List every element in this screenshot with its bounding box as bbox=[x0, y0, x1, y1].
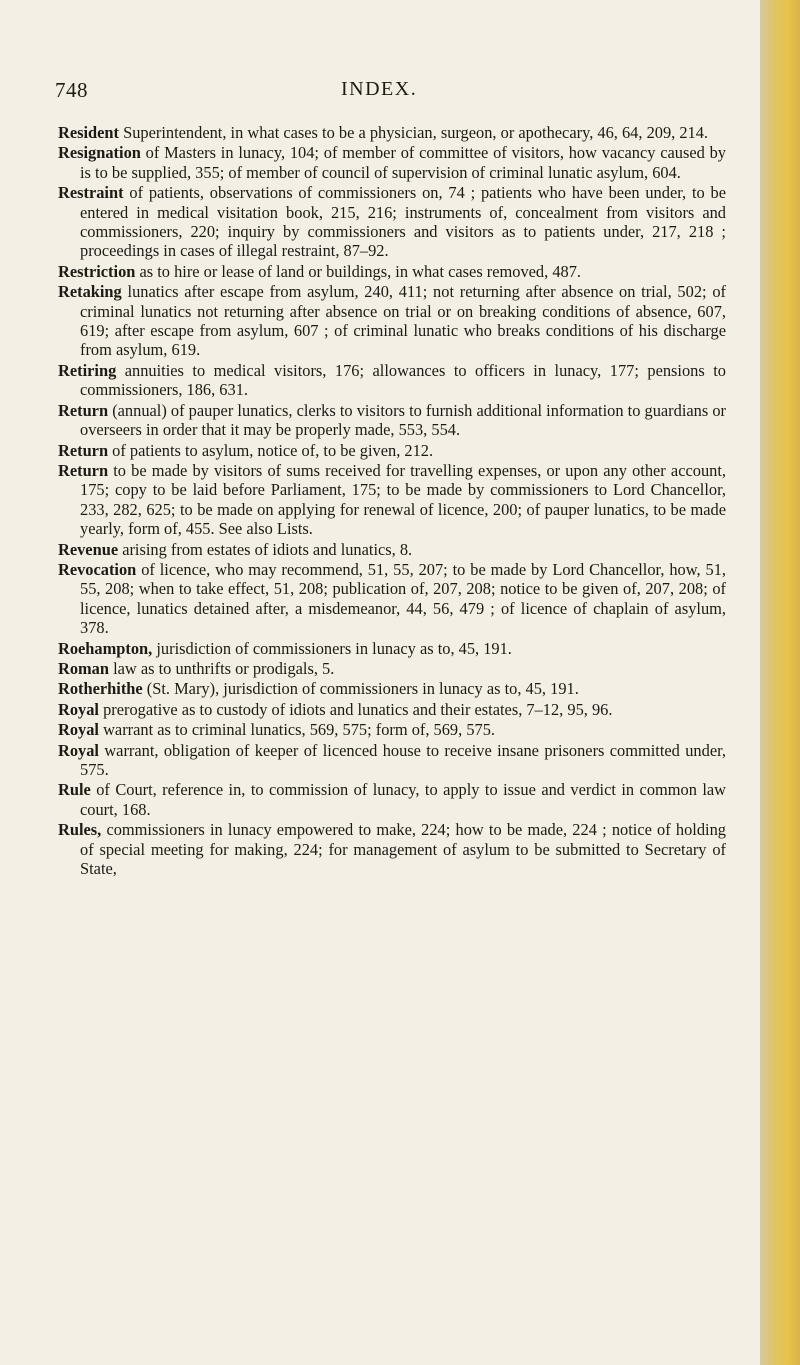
entry-text: to be made by visitors of sums received for travelling expenses, or upon any other account, 175; copy to be laid before Parliament, 175; to be made by commissioners to Lord Chancellor, 233, 282, 625; to be made on applying for renewal of licence, 200; of pauper lunatics, to be made yearly, form of, 455. See also Lists. bbox=[80, 460, 726, 539]
entry-headword: Return bbox=[58, 460, 109, 480]
entry-headword: Resignation bbox=[58, 143, 141, 163]
entry-text: (annual) of pauper lunatics, clerks to visitors to furnish additional information to guardians or overseers in order that it may be properly made, 553, 554. bbox=[80, 400, 726, 440]
entry-headword: Return bbox=[58, 440, 109, 460]
entry-text: annuities to medical visitors, 176; allowances to officers in lunacy, 177; pensions to commissioners, 186, 631. bbox=[80, 360, 726, 400]
entry-text: of patients, observations of commissioners on, 74 ; patients who have been under, to be entered in medical visitation book, 215, 216; instruments of, concealment from visitors and commissioners, 220; inquiry by commissioners and visitors as to patients under, 217, 218 ; proceedings in cases of illegal restraint, 87–92. bbox=[80, 183, 726, 261]
entry-text: of patients to asylum, notice of, to be given, 212. bbox=[108, 440, 434, 460]
index-entry bbox=[58, 262, 726, 281]
entry-headword: Roman bbox=[58, 658, 109, 678]
entry-headword: Rules, bbox=[58, 820, 102, 840]
index-entries bbox=[58, 123, 726, 879]
entry-headword: Rotherhithe bbox=[58, 679, 143, 699]
entry-text: commissioners in lunacy empowered to make, 224; how to be made, 224 ; notice of holding of special meeting for making, 224; for management of asylum to be submitted to Secretary of State, bbox=[80, 820, 726, 879]
entry-headword: Restriction bbox=[58, 261, 136, 281]
index-entry bbox=[58, 820, 726, 878]
index-entry bbox=[58, 659, 726, 678]
entry-text: arising from estates of idiots and lunatics, 8. bbox=[118, 539, 413, 559]
entry-text: lunatics after escape from asylum, 240, 411; not returning after absence on trial, 502; of criminal lunatics not returning after absence on trial or on breaking conditions of absence, 607, 619; after escape from asylum, 607 ; of criminal lunatic who breaks conditions of his discharge from asylum, 619. bbox=[80, 282, 726, 360]
entry-text: warrant, obligation of keeper of licenced house to receive insane prisoners committed under, 575. bbox=[80, 740, 726, 779]
entry-headword: Return bbox=[58, 400, 109, 420]
index-entry bbox=[58, 741, 726, 780]
running-head: INDEX. bbox=[341, 78, 418, 100]
index-entry bbox=[58, 361, 726, 400]
index-entry bbox=[58, 143, 726, 182]
index-entry bbox=[58, 780, 726, 819]
entry-text: Superintendent, in what cases to be a physician, surgeon, or apothecary, 46, 64, 209, 214. bbox=[119, 123, 709, 142]
index-entry bbox=[58, 560, 726, 638]
index-entry bbox=[58, 282, 726, 360]
entry-headword: Revenue bbox=[58, 539, 119, 559]
index-entry bbox=[58, 720, 726, 739]
entry-headword: Restraint bbox=[58, 183, 124, 203]
entry-headword: Royal bbox=[58, 720, 99, 740]
index-entry bbox=[58, 639, 726, 658]
entry-headword: Revocation bbox=[58, 559, 137, 579]
index-entry bbox=[58, 441, 726, 460]
entry-text: prerogative as to custody of idiots and lunatics and their estates, 7–12, 95, 96. bbox=[98, 699, 613, 719]
index-entry bbox=[58, 461, 726, 539]
index-entry bbox=[58, 401, 726, 440]
entry-headword: Royal bbox=[58, 699, 99, 719]
entry-text: law as to unthrifts or prodigals, 5. bbox=[109, 658, 335, 678]
page-header bbox=[0, 78, 760, 108]
entry-headword: Rule bbox=[58, 780, 91, 800]
entry-headword: Retiring bbox=[58, 360, 117, 380]
page-number: 748 bbox=[55, 78, 88, 102]
entry-headword: Roehampton, bbox=[58, 638, 153, 658]
index-entry bbox=[58, 123, 726, 142]
entry-text: of Court, reference in, to commission of lunacy, to apply to issue and verdict in common law court, 168. bbox=[80, 780, 726, 819]
index-entry bbox=[58, 183, 726, 261]
entry-text: warrant as to criminal lunatics, 569, 575; form of, 569, 575. bbox=[98, 720, 496, 740]
entry-text: of licence, who may recommend, 51, 55, 207; to be made by Lord Chancellor, how, 51, 55, 208; when to take effect, 51, 208; publication of, 207, 208; notice to be given of, 207, 208; of licence, lunatics detained after, a misdemeanor, 44, 56, 479 ; of licence of chaplain of asylum, 378. bbox=[80, 559, 726, 638]
page-edge bbox=[760, 0, 800, 1365]
index-entry bbox=[58, 700, 726, 719]
entry-text: (St. Mary), jurisdiction of commissioners in lunacy as to, 45, 191. bbox=[142, 679, 579, 699]
index-entry bbox=[58, 679, 726, 698]
index-entry bbox=[58, 540, 726, 559]
entry-headword: Resident bbox=[58, 123, 120, 142]
entry-text: as to hire or lease of land or buildings, in what cases removed, 487. bbox=[135, 261, 582, 281]
entry-text: jurisdiction of commissioners in lunacy as to, 45, 191. bbox=[152, 638, 512, 658]
entry-headword: Royal bbox=[58, 740, 99, 760]
entry-headword: Retaking bbox=[58, 282, 122, 302]
entry-text: of Masters in lunacy, 104; of member of committee of visitors, how vacancy caused by is to be supplied, 355; of member of council of supervision of criminal lunatic asylum, 604. bbox=[80, 143, 726, 182]
